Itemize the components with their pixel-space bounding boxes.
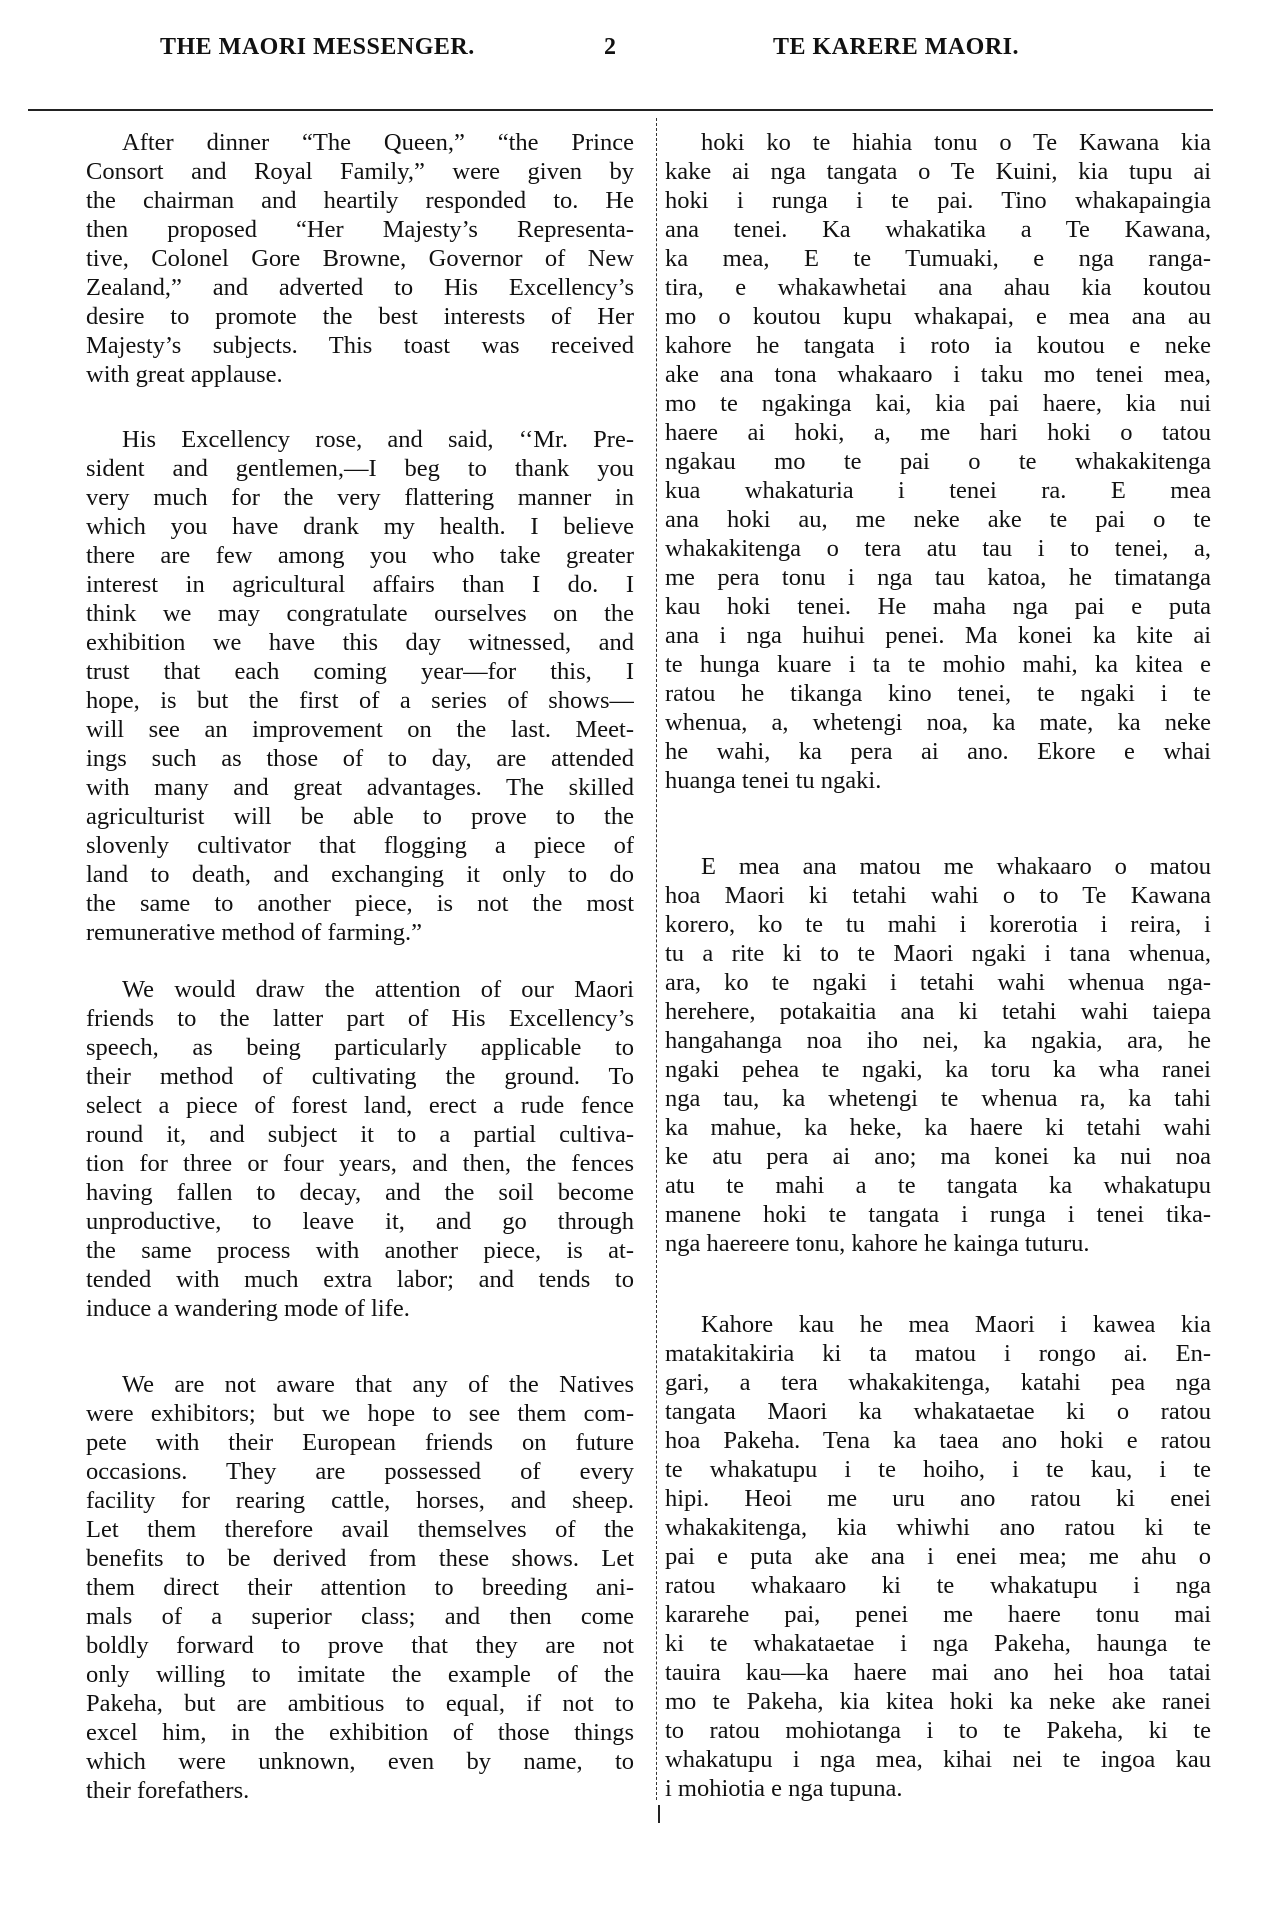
masthead bbox=[0, 34, 1280, 74]
text-line: hangahanga noa iho nei, ka ngakia, ara, he bbox=[665, 1027, 1211, 1054]
text-line: mo o koutou kupu whakapai, e mea ana au bbox=[665, 303, 1211, 330]
text-line: he wahi, ka pera ai ano. Ekore e whai bbox=[665, 738, 1211, 765]
text-line: ratou whakaaro ki te whakatupu i nga bbox=[665, 1572, 1211, 1599]
text-line: mo te ngakinga kai, kia pai haere, kia nui bbox=[665, 390, 1211, 417]
text-line: ke atu pera ai ano; ma konei ka nui noa bbox=[665, 1143, 1211, 1170]
english-paragraph bbox=[86, 1370, 634, 1805]
text-line: excel him, in the exhibition of those things bbox=[86, 1719, 634, 1746]
text-line: remunerative method of farming.” bbox=[86, 919, 423, 946]
text-line: ana tenei. Ka whakatika a Te Kawana, bbox=[665, 216, 1211, 243]
text-line: kau hoki tenei. He maha nga pai e puta bbox=[665, 593, 1211, 620]
english-paragraph bbox=[86, 425, 634, 947]
text-line: nga haereere tonu, kahore he kainga tuturu. bbox=[665, 1230, 1090, 1257]
text-line: ings such as those of to day, are attended bbox=[86, 745, 634, 772]
text-line: hipi. Heoi me uru ano ratou ki enei bbox=[665, 1485, 1211, 1512]
text-line: kararehe pai, penei me haere tonu mai bbox=[665, 1601, 1211, 1628]
text-line: tive, Colonel Gore Browne, Governor of New bbox=[86, 245, 634, 272]
text-line: i mohiotia e nga tupuna. bbox=[665, 1775, 903, 1802]
text-line: ka mea, E te Tumuaki, e nga ranga- bbox=[665, 245, 1211, 272]
text-line: the chairman and heartily responded to. He bbox=[86, 187, 634, 214]
text-line: ngakau mo te pai o te whakakitenga bbox=[665, 448, 1211, 475]
text-line: friends to the latter part of His Excellency’s bbox=[86, 1005, 634, 1032]
text-line: kahore he tangata i roto ia koutou e neke bbox=[665, 332, 1211, 359]
text-line: the same process with another piece, is at- bbox=[86, 1237, 634, 1264]
text-line: which were unknown, even by name, to bbox=[86, 1748, 634, 1775]
text-line: boldly forward to prove that they are not bbox=[86, 1632, 634, 1659]
text-line: pete with their European friends on future bbox=[86, 1429, 634, 1456]
text-line: unproductive, to leave it, and go through bbox=[86, 1208, 634, 1235]
text-line: think we may congratulate ourselves on the bbox=[86, 600, 634, 627]
text-line: whakakitenga o tera atu tau i to tenei, a, bbox=[665, 535, 1211, 562]
text-line: whakakitenga, kia whiwhi ano ratou ki te bbox=[665, 1514, 1211, 1541]
text-line: tira, e whakawhetai ana ahau kia koutou bbox=[665, 274, 1211, 301]
text-line: induce a wandering mode of life. bbox=[86, 1295, 410, 1322]
text-line: ana hoki au, me neke ake te pai o te bbox=[665, 506, 1211, 533]
text-line: agriculturist will be able to prove to the bbox=[86, 803, 634, 830]
text-line: hope, is but the first of a series of shows— bbox=[86, 687, 634, 714]
text-line: then proposed “Her Majesty’s Representa- bbox=[86, 216, 634, 243]
text-line: tauira kau—ka haere mai ano hei hoa tatai bbox=[665, 1659, 1211, 1686]
text-line: E mea ana matou me whakaaro o matou bbox=[701, 853, 1211, 880]
text-line: their forefathers. bbox=[86, 1777, 250, 1804]
text-line: round it, and subject it to a partial cultiva- bbox=[86, 1121, 634, 1148]
text-line: tended with much extra labor; and tends to bbox=[86, 1266, 634, 1293]
text-line: huanga tenei tu ngaki. bbox=[665, 767, 882, 794]
text-line: desire to promote the best interests of Her bbox=[86, 303, 634, 330]
text-line: ngaki pehea te ngaki, ka toru ka wha ranei bbox=[665, 1056, 1211, 1083]
text-line: very much for the very flattering manner in bbox=[86, 484, 634, 511]
text-line: Let them therefore avail themselves of the bbox=[86, 1516, 634, 1543]
text-line: slovenly cultivator that flogging a piece of bbox=[86, 832, 634, 859]
text-line: hoki ko te hiahia tonu o Te Kawana kia bbox=[701, 129, 1211, 156]
text-line: interest in agricultural affairs than I do. I bbox=[86, 571, 634, 598]
text-line: tion for three or four years, and then, the fences bbox=[86, 1150, 634, 1177]
text-line: matakitakiria ki ta matou i rongo ai. En- bbox=[665, 1340, 1211, 1367]
text-line: herehere, potakaitia ana ki tetahi wahi taiepa bbox=[665, 998, 1211, 1025]
page-number: 2 bbox=[604, 34, 617, 60]
text-line: manene hoki te tangata i runga i tenei tika- bbox=[665, 1201, 1211, 1228]
text-line: kua whakaturia i tenei ra. E mea bbox=[665, 477, 1211, 504]
text-line: there are few among you who take greater bbox=[86, 542, 634, 569]
text-line: After dinner “The Queen,” “the Prince bbox=[122, 129, 634, 156]
maori-paragraph bbox=[665, 1310, 1211, 1803]
text-line: only willing to imitate the example of the bbox=[86, 1661, 634, 1688]
text-line: their method of cultivating the ground. To bbox=[86, 1063, 634, 1090]
text-line: Majesty’s subjects. This toast was received bbox=[86, 332, 634, 359]
text-line: with great applause. bbox=[86, 361, 283, 388]
text-line: ki te whakataetae i nga Pakeha, haunga te bbox=[665, 1630, 1211, 1657]
text-line: Kahore kau he mea Maori i kawea kia bbox=[701, 1311, 1211, 1338]
text-line: atu te mahi a te tangata ka whakatupu bbox=[665, 1172, 1211, 1199]
column-divider bbox=[656, 118, 658, 1298]
column-divider-lower bbox=[656, 1300, 658, 1800]
text-line: ara, ko te ngaki i tetahi wahi whenua nga- bbox=[665, 969, 1211, 996]
text-line: te hunga kuare i ta te mohio mahi, ka kitea e bbox=[665, 651, 1211, 678]
text-line: Consort and Royal Family,” were given by bbox=[86, 158, 634, 185]
text-line: ka mahue, ka heke, ka haere ki tetahi wahi bbox=[665, 1114, 1211, 1141]
text-line: korero, ko te tu mahi i korerotia i reira, i bbox=[665, 911, 1211, 938]
header-rule bbox=[28, 109, 1213, 111]
text-line: exhibition we have this day witnessed, and bbox=[86, 629, 634, 656]
text-line: whakatupu i nga mea, kihai nei te ingoa kau bbox=[665, 1746, 1211, 1773]
text-line: tu a rite ki to te Maori ngaki i tana whenua, bbox=[665, 940, 1211, 967]
text-line: te whakatupu i te hoiho, i te kau, i te bbox=[665, 1456, 1211, 1483]
text-line: gari, a tera whakakitenga, katahi pea nga bbox=[665, 1369, 1211, 1396]
text-line: kake ai nga tangata o Te Kuini, kia tupu ai bbox=[665, 158, 1211, 185]
text-line: ana i nga huihui penei. Ma konei ka kite ai bbox=[665, 622, 1211, 649]
text-line: me pera tonu i nga tau katoa, he timatanga bbox=[665, 564, 1211, 591]
text-line: speech, as being particularly applicable to bbox=[86, 1034, 634, 1061]
text-line: the same to another piece, is not the most bbox=[86, 890, 634, 917]
text-line: sident and gentlemen,—I beg to thank you bbox=[86, 455, 634, 482]
english-paragraph bbox=[86, 128, 634, 389]
text-line: select a piece of forest land, erect a rude fence bbox=[86, 1092, 634, 1119]
text-line: trust that each coming year—for this, I bbox=[86, 658, 634, 685]
text-line: Zealand,” and adverted to His Excellency’s bbox=[86, 274, 634, 301]
english-paragraph bbox=[86, 975, 634, 1323]
column-divider-end-mark bbox=[658, 1805, 660, 1823]
text-line: land to death, and exchanging it only to do bbox=[86, 861, 634, 888]
text-line: ratou he tikanga kino tenei, te ngaki i te bbox=[665, 680, 1211, 707]
text-line: tangata Maori ka whakataetae ki o ratou bbox=[665, 1398, 1211, 1425]
text-line: nga tau, ka whetengi te whenua ra, ka tahi bbox=[665, 1085, 1211, 1112]
text-line: We are not aware that any of the Natives bbox=[122, 1371, 634, 1398]
text-line: which you have drank my health. I believe bbox=[86, 513, 634, 540]
text-line: facility for rearing cattle, horses, and sheep. bbox=[86, 1487, 634, 1514]
text-line: occasions. They are possessed of every bbox=[86, 1458, 634, 1485]
masthead-maori-title: TE KARERE MAORI. bbox=[773, 34, 1020, 60]
text-line: to ratou mohiotanga i to te Pakeha, ki te bbox=[665, 1717, 1211, 1744]
text-line: mo te Pakeha, kia kitea hoki ka neke ake ranei bbox=[665, 1688, 1211, 1715]
maori-paragraph bbox=[665, 128, 1211, 795]
text-line: hoa Maori ki tetahi wahi o to Te Kawana bbox=[665, 882, 1211, 909]
text-line: with many and great advantages. The skilled bbox=[86, 774, 634, 801]
text-line: having fallen to decay, and the soil become bbox=[86, 1179, 634, 1206]
text-line: haere ai hoki, a, me hari hoki o tatou bbox=[665, 419, 1211, 446]
text-line: ake ana tona whakaaro i taku mo tenei mea, bbox=[665, 361, 1211, 388]
text-line: them direct their attention to breeding ani- bbox=[86, 1574, 634, 1601]
masthead-english-title: THE MAORI MESSENGER. bbox=[160, 34, 475, 60]
text-line: mals of a superior class; and then come bbox=[86, 1603, 634, 1630]
text-line: pai e puta ake ana i enei mea; me ahu o bbox=[665, 1543, 1211, 1570]
text-line: will see an improvement on the last. Meet- bbox=[86, 716, 634, 743]
text-line: benefits to be derived from these shows. Let bbox=[86, 1545, 634, 1572]
text-line: hoa Pakeha. Tena ka taea ano hoki e ratou bbox=[665, 1427, 1211, 1454]
text-line: We would draw the attention of our Maori bbox=[122, 976, 634, 1003]
text-line: hoki i runga i te pai. Tino whakapaingia bbox=[665, 187, 1211, 214]
text-line: were exhibitors; but we hope to see them com- bbox=[86, 1400, 634, 1427]
text-line: Pakeha, but are ambitious to equal, if not to bbox=[86, 1690, 634, 1717]
text-line: whenua, a, whetengi noa, ka mate, ka neke bbox=[665, 709, 1211, 736]
maori-paragraph bbox=[665, 852, 1211, 1258]
text-line: His Excellency rose, and said, ‘‘Mr. Pre- bbox=[122, 426, 634, 453]
